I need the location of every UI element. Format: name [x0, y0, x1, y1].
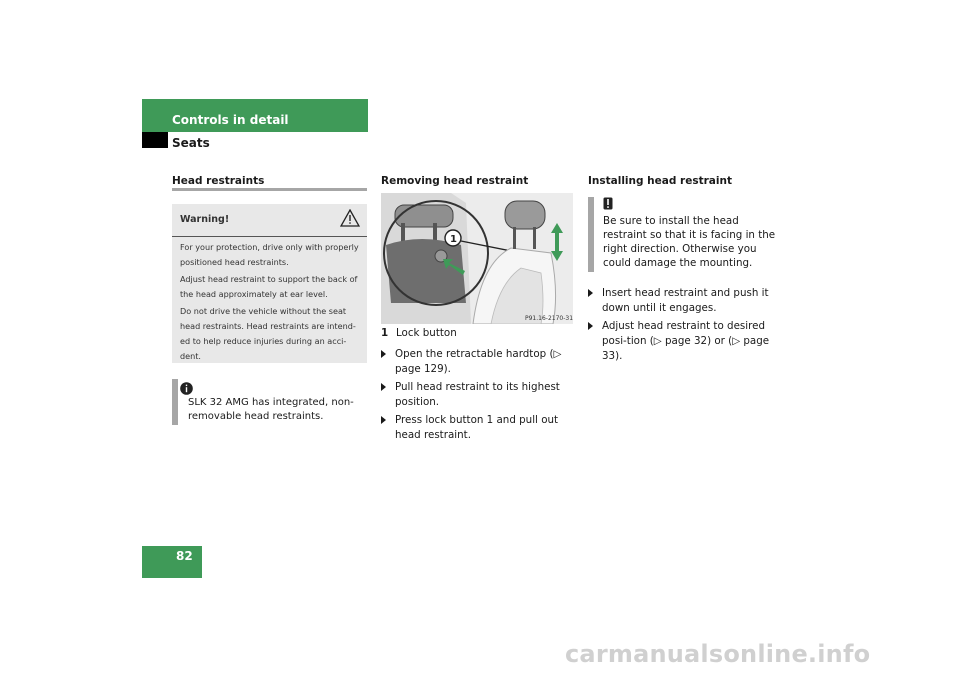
step-arrow-icon — [381, 383, 386, 391]
step-arrow-icon — [588, 322, 593, 330]
info-text: SLK 32 AMG has integrated, non-removable head restraints. — [188, 397, 354, 422]
caption-number: 1 — [381, 327, 389, 339]
head-restraint-figure — [381, 193, 573, 324]
warning-paragraph: Do not drive the vehicle without the seat head restraints. Head restraints are intend-ed to help reduce injuries during an acci-dent. — [180, 306, 356, 361]
removing-heading: Removing head restraint — [381, 175, 529, 187]
note-side-bar — [588, 197, 594, 272]
warning-paragraph: Adjust head restraint to support the back of the head approximately at ear level. — [180, 274, 358, 299]
warning-divider — [172, 236, 367, 237]
section-title: Controls in detail — [172, 113, 289, 127]
step-text: Insert head restraint and push it down until it engages. — [602, 287, 769, 314]
step-arrow-icon — [588, 289, 593, 297]
figure-code: P91.16-2170-31 — [525, 315, 573, 322]
head-restraints-heading: Head restraints — [172, 175, 265, 187]
step-text: Adjust head restraint to desired posi-tion (▷ page 32) or (▷ page 33). — [602, 320, 770, 362]
caption-text: Lock button — [396, 327, 457, 339]
page-number-box — [142, 546, 202, 578]
warning-paragraph: For your protection, drive only with properly positioned head restraints. — [180, 242, 359, 267]
installing-heading: Installing head restraint — [588, 175, 732, 187]
exclamation-icon — [603, 197, 613, 210]
step-text: Press lock button 1 and pull out head restraint. — [395, 414, 559, 441]
heading-rule — [172, 188, 367, 191]
note-text: Be sure to install the head restraint so that it is facing in the right direction. Otherwise you could damage the mounting. — [603, 215, 776, 269]
warning-triangle-icon — [340, 209, 360, 227]
callout-number: 1 — [450, 234, 457, 245]
info-icon — [180, 382, 193, 395]
warning-title: Warning! — [180, 214, 230, 225]
step-text: Pull head restraint to its highest position. — [395, 381, 560, 408]
step-text: Open the retractable hardtop (▷ page 129). — [395, 348, 562, 375]
section-subtitle: Seats — [172, 136, 210, 150]
watermark-text: carmanualsonline.info — [565, 640, 871, 668]
step-arrow-icon — [381, 350, 386, 358]
info-side-bar — [172, 379, 178, 425]
step-arrow-icon — [381, 416, 386, 424]
header-marker — [142, 132, 168, 148]
page-number: 82 — [176, 549, 193, 563]
